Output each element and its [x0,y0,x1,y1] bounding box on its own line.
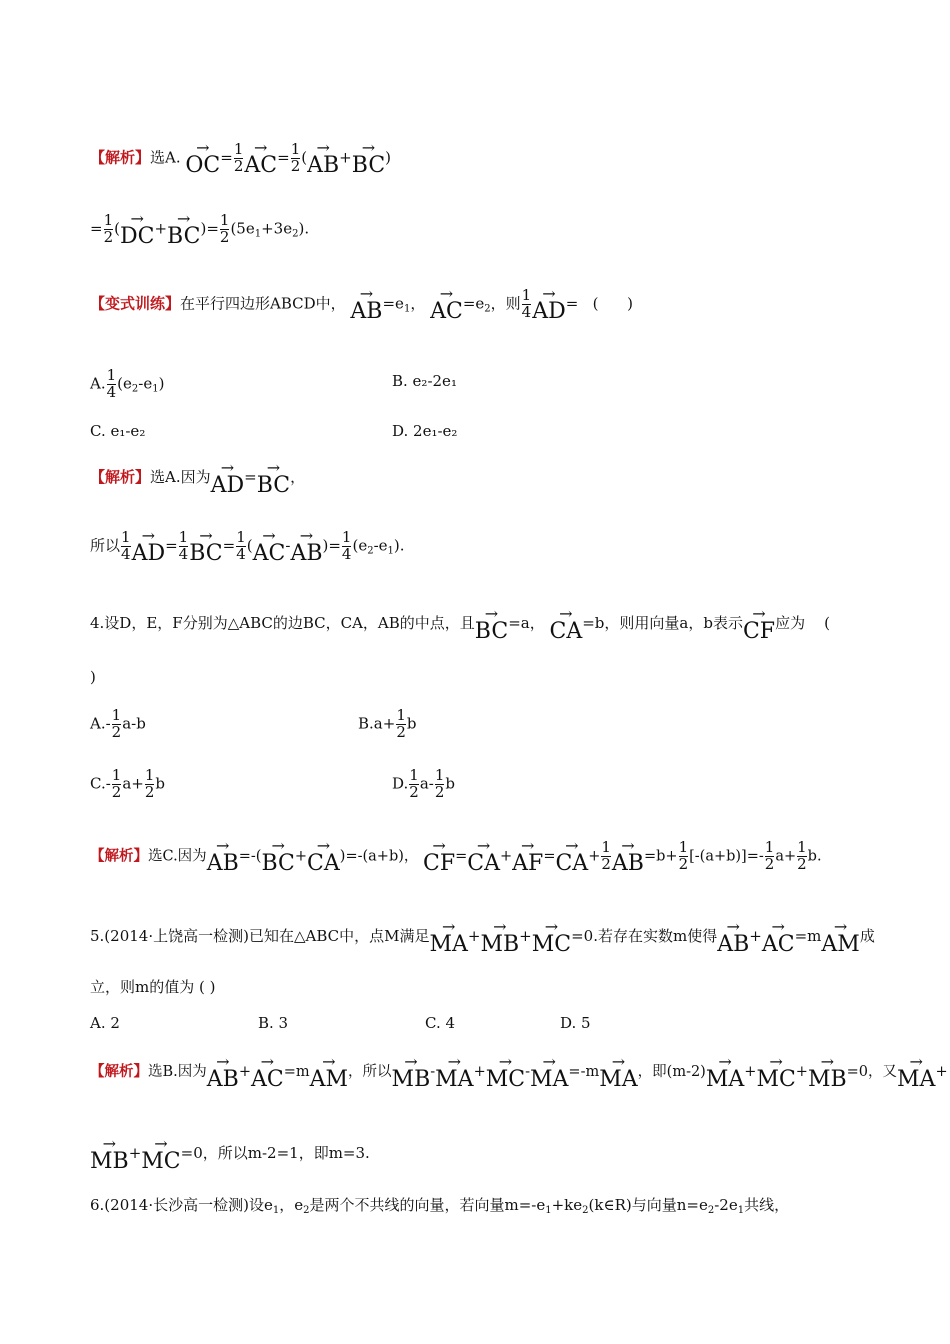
q4-stem: 4.设D，E，F分别为△ABC的边BC，CA，AB的中点，且 → BC=a， → CA=b，则用向量a，b表示 → CF应为 ( [90,604,830,644]
vector-AC: → AC [252,526,286,567]
vector-MA: → MA [429,917,468,957]
vector-AF: → AF [512,836,544,877]
q4-option-c[interactable]: C.- $\frac{1}{2}$ a+ $\frac{1}{2}$ b [90,766,165,801]
vector-OC: → OC [185,138,221,179]
vector-BC: → BC [474,604,509,644]
vector-MA: → MA [599,1052,638,1092]
vector-BC: → BC [261,836,295,877]
q5-option-c[interactable]: C. 4 [425,1014,456,1032]
q5-solution-line-1: 【解析】选B.因为 → AB+ → AC=m → AM，所以 → MB- → MA+ → MC- → MA=-m → MA，即(m-2) → MA+ → MC+ → MB=0，又 → MA+ [90,1052,948,1092]
variant-tag: 【变式训练】 [90,294,181,313]
vector-BC: → BC [189,526,223,567]
vector-AC: → AC [244,138,278,179]
vector-AC: → AC [250,1052,284,1092]
vector-AB: → AB [717,917,750,957]
vector-CF: → CF [742,604,776,644]
vector-AB: → AB [350,284,383,325]
vector-CA: → CA [549,604,583,644]
vector-MC: → MC [531,917,572,957]
solution-tag: 【解析】 [90,468,151,486]
vector-AC: → AC [761,917,795,957]
vector-AM: → AM [309,1052,349,1092]
vector-BC: → BC [167,209,201,250]
vector-AC: → AC [430,284,463,325]
q4-stem-end: ) [90,668,96,686]
solution-1-line-1: 【解析】选A. → OC= $\frac{1}{2}$ → AC= $\frac{1}{2}$ ( → AB+ → BC) [90,138,392,179]
vector-AB: → AB [206,836,239,877]
q5-option-d[interactable]: D. 5 [560,1014,591,1032]
vector-MC: → MC [485,1052,526,1092]
vector-AD: → AD [210,458,245,498]
vector-MC: → MC [141,1134,181,1174]
q5-solution-line-2: → MB+ → MC=0，所以m-2=1，即m=3. [90,1134,370,1174]
vector-AD: → AD [131,526,166,567]
vector-MA: → MA [530,1052,569,1092]
vector-AM: → AM [821,917,860,957]
q4-option-a[interactable]: A.- $\frac{1}{2}$ a-b [90,706,146,741]
vector-AB: → AB [611,836,644,877]
variant-solution-line-1: 【解析】选A.因为 → AD= → BC， [90,458,306,498]
vector-MB: → MB [90,1134,129,1174]
solution-tag: 【解析】 [90,148,151,167]
vector-BC: → BC [351,138,386,179]
q5-option-a[interactable]: A. 2 [90,1014,120,1032]
vector-CA: → CA [467,836,500,877]
q6-stem: 6.(2014·长沙高一检测)设$e_1$，$e_2$是两个不共线的向量，若向量$m=-e_1+ke_2(k\in R)$与向量$n=e_2-2e_1$共线， [90,1196,790,1216]
vector-MB: → MB [480,917,520,957]
vector-MA: → MA [897,1052,936,1092]
vector-MB: → MB [391,1052,431,1092]
q5-option-b[interactable]: B. 3 [258,1014,289,1032]
variant-solution-line-2: 所以 $\frac{1}{4}$ → AD= $\frac{1}{4}$ → BC= $\frac{1}{4}$ ( → AC- → AB)= $\frac{1}{4}$ $(e_2-e_1)$. [90,526,405,567]
vector-CA: → CA [307,836,340,877]
variant-option-a[interactable]: A. $\frac{1}{4}$ $(e_2-e_1)$ [90,366,165,401]
variant-option-b[interactable]: B. e₂-2e₁ [392,372,457,390]
vector-MC: → MC [756,1052,796,1092]
vector-MA: → MA [435,1052,474,1092]
q5-stem-line-2: 立，则m的值为 ( ) [90,978,216,996]
vector-AD: → AD [532,284,566,325]
vector-BC: → BC [256,458,291,498]
q4-solution: 【解析】选C.因为 → AB=-( → BC+ → CA)=-(a+b)， → CF= → CA+ → AF= → CA+ $\frac{1}{2}$ → AB=b+ $\frac{1}{2}$ [-(a+b)]=- $\frac{1}{2}$ a+ $\frac{1}{2}$ b. [90,836,822,877]
vector-MA: → MA [705,1052,745,1092]
q5-stem: 5.(2014·上饶高一检测)已知在△ABC中，点M满足 → MA+ → MB+ → MC=0.若存在实数m使得 → AB+ → AC=m → AM成 [90,917,875,957]
vector-CF: → CF [423,836,456,877]
q4-option-d[interactable]: D. $\frac{1}{2}$ a- $\frac{1}{2}$ b [392,766,455,801]
vector-DC: → DC [119,209,155,250]
vector-MB: → MB [807,1052,847,1092]
solution-tag: 【解析】 [90,1063,148,1080]
vector-AB: → AB [307,138,340,179]
variant-option-c[interactable]: C. e₁-e₂ [90,422,146,440]
solution-tag: 【解析】 [90,847,148,865]
vector-CA: → CA [555,836,589,877]
variant-stem: 【变式训练】在平行四边形ABCD中， → $AB=e_1$， → $AC=e_2$，则 $\frac{1}{4}$ → AD= ( ) [90,284,633,325]
variant-option-d[interactable]: D. 2e₁-e₂ [392,422,458,440]
vector-AB: → AB [206,1052,239,1092]
vector-AB: → AB [290,526,323,567]
q4-option-b[interactable]: B.a+ $\frac{1}{2}$ b [358,706,417,741]
solution-1-line-2: = $\frac{1}{2}$ ( → DC+ → BC)= $\frac{1}{2}$ $(5e_1+3e_2)$. [90,209,310,250]
